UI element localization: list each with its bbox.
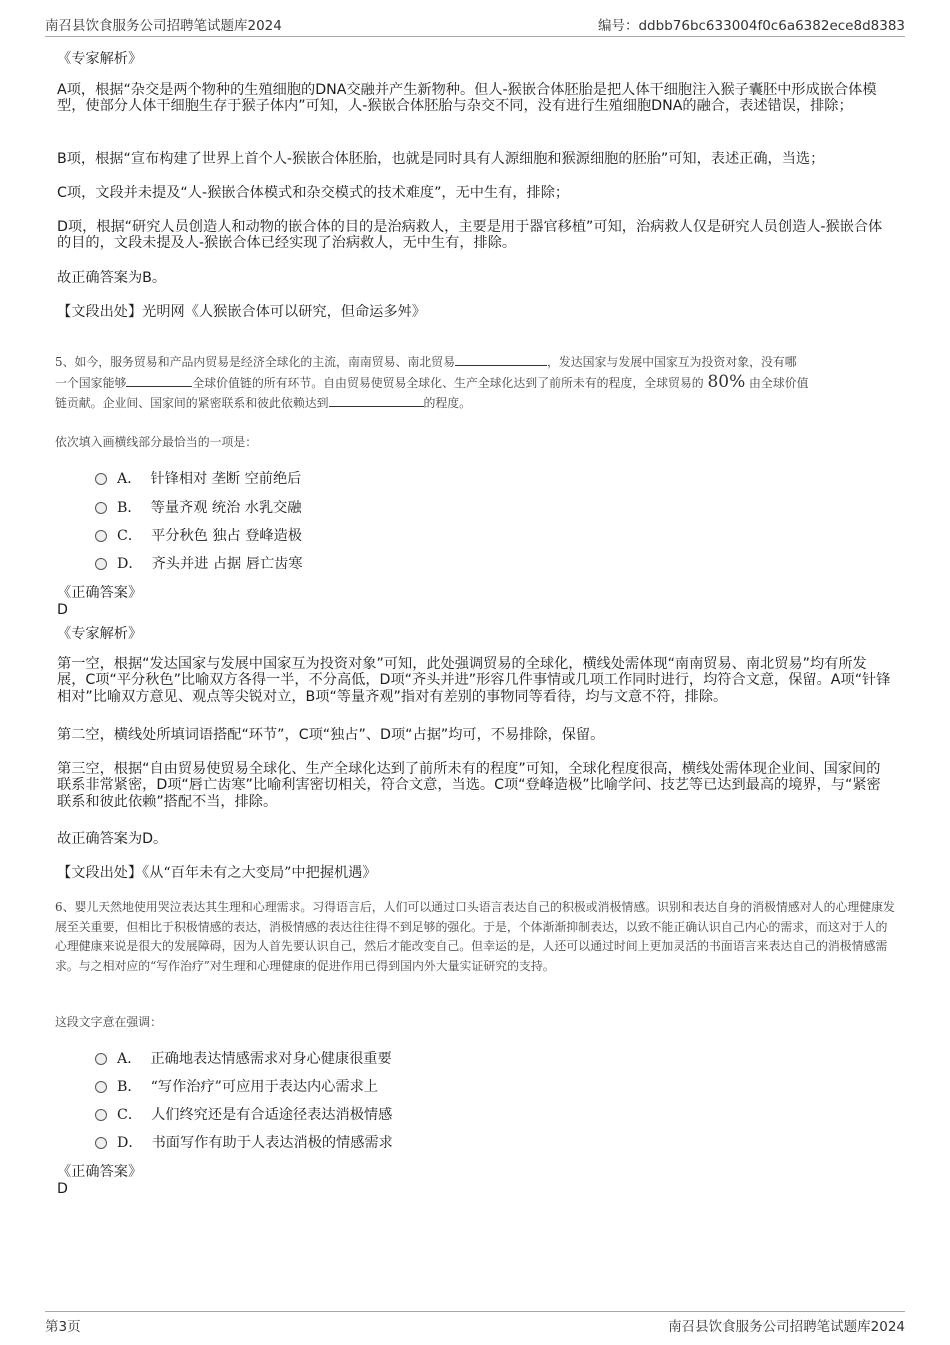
radio-icon[interactable]	[95, 502, 107, 514]
q5-analysis-label: 《专家解析》	[57, 626, 143, 642]
q5-source: 【文段出处】《从“百年未有之大变局”中把握机遇》	[57, 865, 377, 881]
q5-answer-label: 《正确答案》	[57, 585, 143, 601]
q5-option-c[interactable]: C． 平分秋色 独占 登峰造极	[95, 525, 302, 545]
q5-analysis-p1: 第一空，根据“发达国家与发展中国家互为投资对象”可知，此处强调贸易的全球化，横线处需体现“南南贸易、南北贸易”均有所发展，C项“平分秋色”比喻双方各得一半，不分高低，D项“齐头并进”形容几件事情或几项工作同时进行，均符合文意，保留。A项“针锋相对”比喻双方意见、观点等尖锐对立，B项“等量齐观”指对有差别的事物同等看待，均与文意不符，排除。	[57, 656, 891, 705]
footer-page-number: 第3页	[45, 1319, 81, 1335]
q5-conclusion: 故正确答案为D。	[57, 831, 168, 847]
page-header	[45, 14, 905, 37]
q5-option-b[interactable]: B． 等量齐观 统治 水乳交融	[95, 497, 302, 517]
q5-analysis-p2: 第二空，横线处所填词语搭配“环节”，C项“独占”、D项“占据”均可，不易排除，保留。	[57, 727, 605, 743]
q5-answer: D	[57, 602, 68, 618]
q5-blank-2	[126, 386, 192, 387]
q4-analysis-b: B项，根据“宣布构建了世界上首个人-猴嵌合体胚胎，也就是同时具有人源细胞和猴源细胞的胚胎”可知，表述正确，当选；	[57, 151, 825, 167]
q5-analysis-p3: 第三空，根据“自由贸易使贸易全球化、生产全球化达到了前所未有的程度”可知，全球化程度很高，横线处需体现企业间、国家间的联系非常紧密，D项“唇亡齿寒”比喻利害密切相关，符合文意，当选。C项“登峰造极”比喻学问、技艺等已达到最高的境界，与“紧密联系和彼此依赖”搭配不当，排除。	[57, 761, 881, 810]
page-footer	[45, 1311, 905, 1335]
q6-prompt: 这段文字意在强调：	[55, 1015, 163, 1029]
radio-icon[interactable]	[95, 558, 107, 570]
radio-icon[interactable]	[95, 1081, 107, 1093]
radio-icon[interactable]	[95, 473, 107, 485]
q6-option-a[interactable]: A． 正确地表达情感需求对身心健康很重要	[95, 1048, 392, 1068]
q6-option-c[interactable]: C． 人们终究还是有合适途径表达消极情感	[95, 1104, 392, 1124]
q5-option-a[interactable]: A． 针锋相对 垄断 空前绝后	[95, 468, 301, 488]
q6-question-text: 6、婴儿天然地使用哭泣表达其生理和心理需求。习得语言后，人们可以通过口头语言表达自己的积极或消极情感。识别和表达自身的消极情感对人的心理健康发展至关重要，但相比于积极情感的表达，消极情感的表达往往得不到足够的强化。于是，个体渐渐抑制表达，以致不能正确认识自己内心的需求，而这对于人的心理健康来说是很大的发展障碍，因为人首先要认识自己，然后才能改变自己。但幸运的是，人还可以通过时间上更加灵活的书面语言来表达自己的消极情感需求。与之相对应的“写作治疗”对生理和心理健康的促进作用已得到国内外大量实证研究的支持。	[55, 900, 895, 973]
radio-icon[interactable]	[95, 1109, 107, 1121]
q4-analysis-c: C项，文段并未提及“人-猴嵌合体模式和杂交模式的技术难度”，无中生有，排除；	[57, 185, 570, 201]
radio-icon[interactable]	[95, 530, 107, 542]
q5-percent: 80%	[707, 372, 746, 392]
header-title: 南召县饮食服务公司招聘笔试题库2024	[45, 18, 282, 34]
radio-icon[interactable]	[95, 1053, 107, 1065]
q4-source: 【文段出处】光明网《人猴嵌合体可以研究，但命运多舛》	[57, 304, 426, 320]
q6-option-d[interactable]: D． 书面写作有助于人表达消极的情感需求	[95, 1132, 393, 1152]
q5-question-text: 5、如今，服务贸易和产品内贸易是经济全球化的主流，南南贸易、南北贸易 ，发达国家与发展中国家互为投资对象，没有哪 一个国家能够 全球价值链的所有环节。自由贸易使贸易全球化、生产全球化达到了前所未有的程度，全球贸易的 80% 由全球价值 链贡献。企业间、国家间的紧密联系和彼此依赖达到 的程度。	[55, 355, 809, 410]
q5-option-d[interactable]: D． 齐头并进 占据 唇亡齿寒	[95, 553, 303, 573]
q4-analysis-d: D项，根据“研究人员创造人和动物的嵌合体的目的是治病救人，主要是用于器官移植”可知，治病救人仅是研究人员创造人-猴嵌合体的目的，文段未提及人-猴嵌合体已经实现了治病救人，无中生有，排除。	[57, 219, 883, 252]
q6-answer-label: 《正确答案》	[57, 1164, 143, 1180]
q4-analysis-label: 《专家解析》	[57, 51, 143, 67]
q6-answer: D	[57, 1181, 68, 1197]
q5-prompt: 依次填入画横线部分最恰当的一项是：	[55, 435, 258, 449]
footer-title: 南召县饮食服务公司招聘笔试题库2024	[668, 1319, 905, 1335]
q5-blank-1	[455, 365, 547, 366]
q5-blank-3	[329, 406, 424, 407]
q6-option-b[interactable]: B． “写作治疗”可应用于表达内心需求上	[95, 1076, 378, 1096]
radio-icon[interactable]	[95, 1137, 107, 1149]
header-serial: 编号：ddbb76bc633004f0c6a6382ece8d8383	[597, 18, 905, 34]
q4-analysis-a: A项，根据“杂交是两个物种的生殖细胞的DNA交融并产生新物种。但人-猴嵌合体胚胎是把人体干细胞注入猴子囊胚中形成嵌合体模型，使部分人体干细胞生存于猴子体内”可知，人-猴嵌合体胚胎与杂交不同，没有进行生殖细胞DNA的融合，表述错误，排除；	[57, 82, 877, 115]
q4-conclusion: 故正确答案为B。	[57, 270, 167, 286]
